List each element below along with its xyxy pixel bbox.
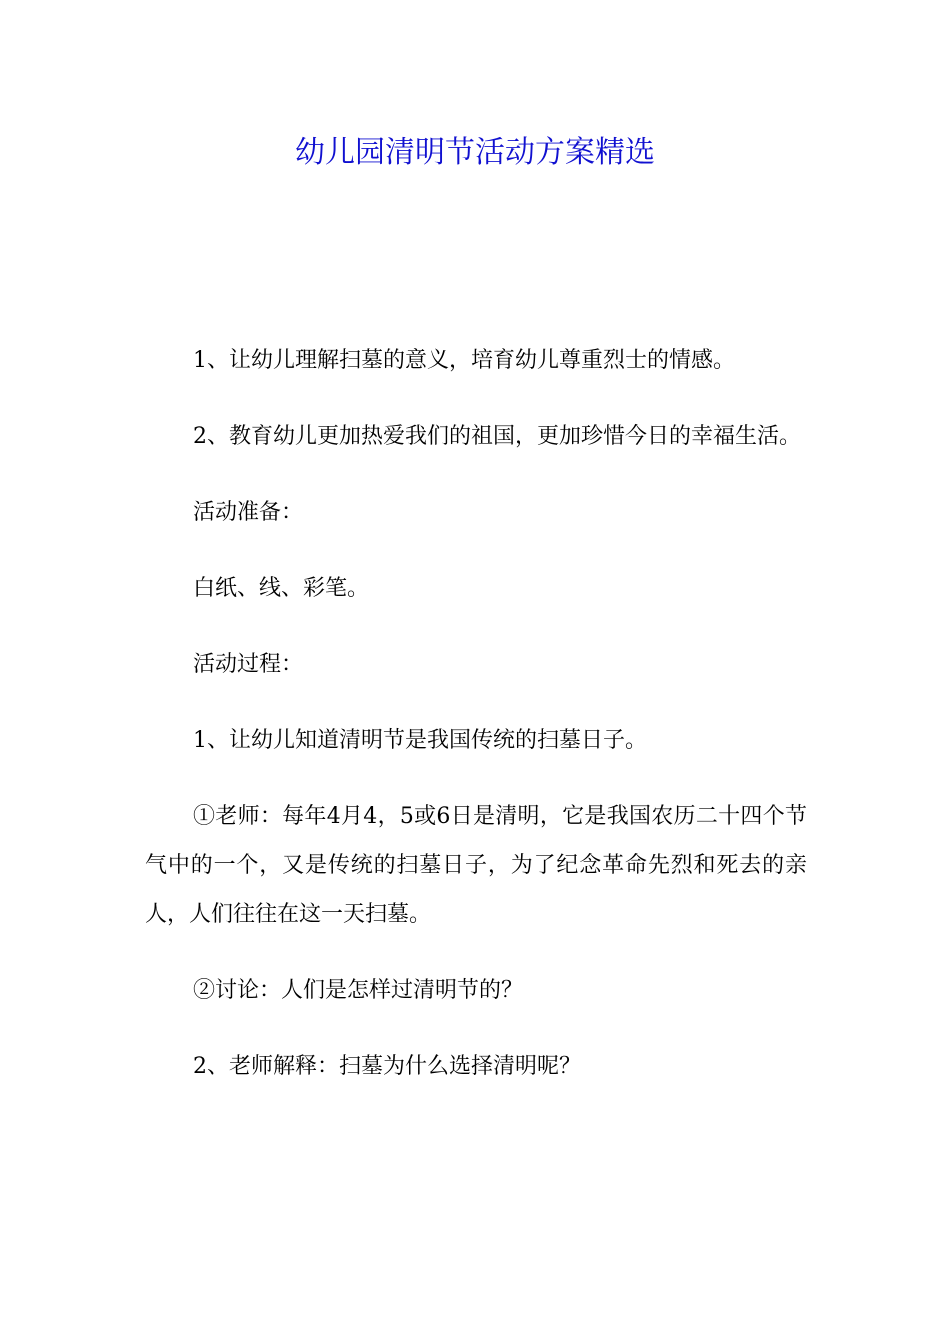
paragraph-preparation-heading: 活动准备： (193, 500, 304, 525)
paragraph-discussion: ②讨论：人们是怎样过清明节的？ (193, 978, 524, 1003)
paragraph-step-1: 1、让幼儿知道清明节是我国传统的扫墓日子。 (193, 728, 647, 753)
paragraph-process-heading: 活动过程： (193, 652, 304, 677)
document-title: 幼儿园清明节活动方案精选 (295, 135, 655, 170)
document-body (145, 336, 807, 1118)
paragraph-goal-2: 2、教育幼儿更加热爱我们的祖国，更加珍惜今日的幸福生活。 (193, 424, 801, 449)
paragraph-teacher-intro: ①老师：每年4月4，5或6日是清明，它是我国农历二十四个节气中的一个，又是传统的扫墓日子，为了纪念革命先烈和死去的亲人，人们往往在这一天扫墓。 (145, 804, 807, 927)
paragraph-goal-1: 1、让幼儿理解扫墓的意义，培育幼儿尊重烈士的情感。 (193, 348, 735, 373)
paragraph-step-2: 2、老师解释：扫墓为什么选择清明呢？ (193, 1054, 581, 1079)
paragraph-materials: 白纸、线、彩笔。 (193, 576, 370, 601)
